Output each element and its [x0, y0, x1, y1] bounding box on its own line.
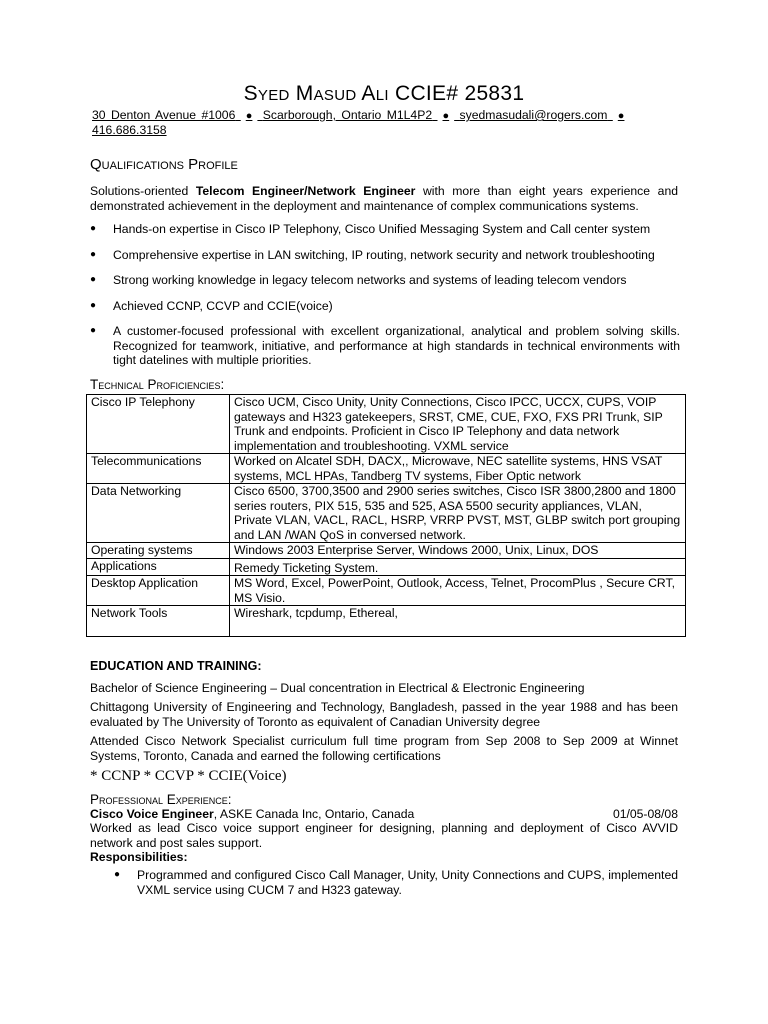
intro-text-rest: with more than eight years experience and demonstrated achievement in the deployment and maintenance of complex communications systems.: [90, 184, 678, 213]
table-row: [87, 454, 686, 484]
table-cell-label: Desktop Application: [87, 576, 230, 606]
bullet-icon: ●: [90, 248, 97, 260]
education-university: Chittagong University of Engineering and Technology, Bangladesh, passed in the year 1988 and has been evaluated by The University of Toronto as equivalent of Canadian University degree: [90, 700, 678, 729]
table-cell-label: Network Tools: [87, 606, 230, 637]
table-cell-value: Worked on Alcatel SDH, DACX,, Microwave, NEC satellite systems, HNS VSAT systems, MCL HPAs, Tandberg TV systems, Fiber Optic network: [230, 454, 686, 484]
list-item: [90, 299, 680, 314]
bullet-icon: ●: [114, 869, 121, 880]
table-cell-label: Data Networking: [87, 484, 230, 543]
list-item-text: Achieved CCNP, CCVP and CCIE(voice): [113, 298, 333, 313]
list-item: [90, 273, 680, 288]
job-title: Cisco Voice Engineer: [90, 807, 214, 821]
phone: 416.686.3158: [92, 123, 167, 137]
address: 30 Denton Avenue #1006: [92, 108, 236, 122]
table-cell-value: Remedy Ticketing System.: [230, 558, 686, 576]
intro-role: Telecom Engineer/Network Engineer: [195, 184, 416, 198]
table-cell-value: Cisco UCM, Cisco Unity, Unity Connections, Cisco IPCC, UCCX, CUPS, VOIP gateways and H323 gatekeepers, SRST, CME, CUE, FXO, FXS PRI Trunk, SIP Trunk and endpoints. Proficient in Cisco IP Telephony and data network implementation and troubleshooting. VXML service: [230, 395, 686, 454]
job-company: , ASKE Canada Inc, Ontario, Canada: [213, 807, 415, 821]
candidate-name: Syed Masud Ali CCIE# 25831: [243, 82, 525, 105]
table-cell-value: Windows 2003 Enterprise Server, Windows 2000, Unix, Linux, DOS: [230, 543, 686, 559]
table-cell-label: Operating systems: [87, 543, 230, 559]
section-heading-experience: Professional Experience:: [90, 792, 232, 807]
technical-proficiencies-table: [86, 394, 686, 637]
table-row: [87, 484, 686, 543]
email: syedmasudali@rogers.com: [459, 108, 608, 122]
certifications: * CCNP * CCVP * CCIE(Voice): [90, 768, 287, 784]
list-item-text: Comprehensive expertise in LAN switching, IP routing, network security and network troubleshooting: [113, 247, 655, 262]
job-dates: 01/05-08/08: [612, 807, 678, 821]
list-item-text: A customer-focused professional with excellent organizational, analytical and problem solving skills. Recognized for teamwork, initiative, and performance at high standards in technical environments with tight datelines with multiple priorities.: [113, 324, 680, 367]
list-item: [90, 222, 680, 237]
list-item: [90, 324, 680, 368]
table-cell-label: Telecommunications: [87, 454, 230, 484]
table-cell-value: MS Word, Excel, PowerPoint, Outlook, Access, Telnet, ProcomPlus , Secure CRT, MS Visio.: [230, 576, 686, 606]
section-heading-qualifications: Qualifications Profile: [90, 156, 238, 173]
section-heading-technical: Technical Proficiencies:: [90, 377, 225, 392]
bullet-icon: ●: [90, 299, 97, 311]
bullet-icon: ●: [90, 325, 97, 336]
table-cell-value: Wireshark, tcpdump, Ethereal,: [230, 606, 686, 637]
list-item: [114, 868, 678, 897]
city: Scarborough, Ontario M1L4P2: [262, 108, 433, 122]
bullet-icon: ●: [90, 274, 97, 285]
list-item: [90, 248, 680, 263]
job-summary: Worked as lead Cisco voice support engineer for designing, planning and deployment of Cisco AVVID network and post sales support.: [90, 821, 678, 850]
bullet-icon: ●: [90, 223, 97, 234]
table-cell-label: Cisco IP Telephony: [87, 395, 230, 454]
intro-text: Solutions-oriented: [90, 184, 196, 198]
table-cell-label: Applications: [87, 558, 230, 576]
table-row: [87, 395, 686, 454]
table-row: [87, 543, 686, 559]
qualifications-intro: [90, 184, 678, 213]
table-row: [87, 558, 686, 576]
contact-line: [92, 108, 684, 137]
section-heading-education: EDUCATION AND TRAINING:: [90, 659, 262, 673]
table-row: [87, 606, 686, 637]
job-header: [90, 807, 678, 821]
list-item-text: Strong working knowledge in legacy telecom networks and systems of leading telecom vendors: [113, 273, 627, 287]
table-cell-value: Cisco 6500, 3700,3500 and 2900 series switches, Cisco ISR 3800,2800 and 1800 series routers, PIX 515, 535 and 525, ASA 5500 security appliances, VLAN, Private VLAN, VACL, RACL, HSRP, VRRP PVST, MST, GLBP switch port grouping and LAN /WAN QoS in conversed network.: [230, 484, 686, 543]
bullet-icon: ●: [617, 110, 625, 122]
bullet-icon: ●: [442, 110, 450, 122]
table-row: [87, 576, 686, 606]
qualifications-list: [90, 222, 680, 368]
responsibilities-heading: Responsibilities:: [90, 850, 188, 864]
responsibilities-list: [114, 868, 678, 897]
education-training: Attended Cisco Network Specialist curriculum full time program from Sep 2008 to Sep 2009 at Winnet Systems, Toronto, Canada and earned the following certifications: [90, 734, 678, 763]
education-degree: Bachelor of Science Engineering – Dual concentration in Electrical & Electronic Engineering: [90, 681, 585, 695]
job-title-line: [90, 807, 414, 821]
list-item-text: Programmed and configured Cisco Call Manager, Unity, Unity Connections and CUPS, implemented VXML service using CUCM 7 and H323 gateway.: [137, 868, 678, 897]
bullet-icon: ●: [245, 110, 253, 122]
list-item-text: Hands-on expertise in Cisco IP Telephony, Cisco Unified Messaging System and Call center system: [113, 222, 651, 236]
